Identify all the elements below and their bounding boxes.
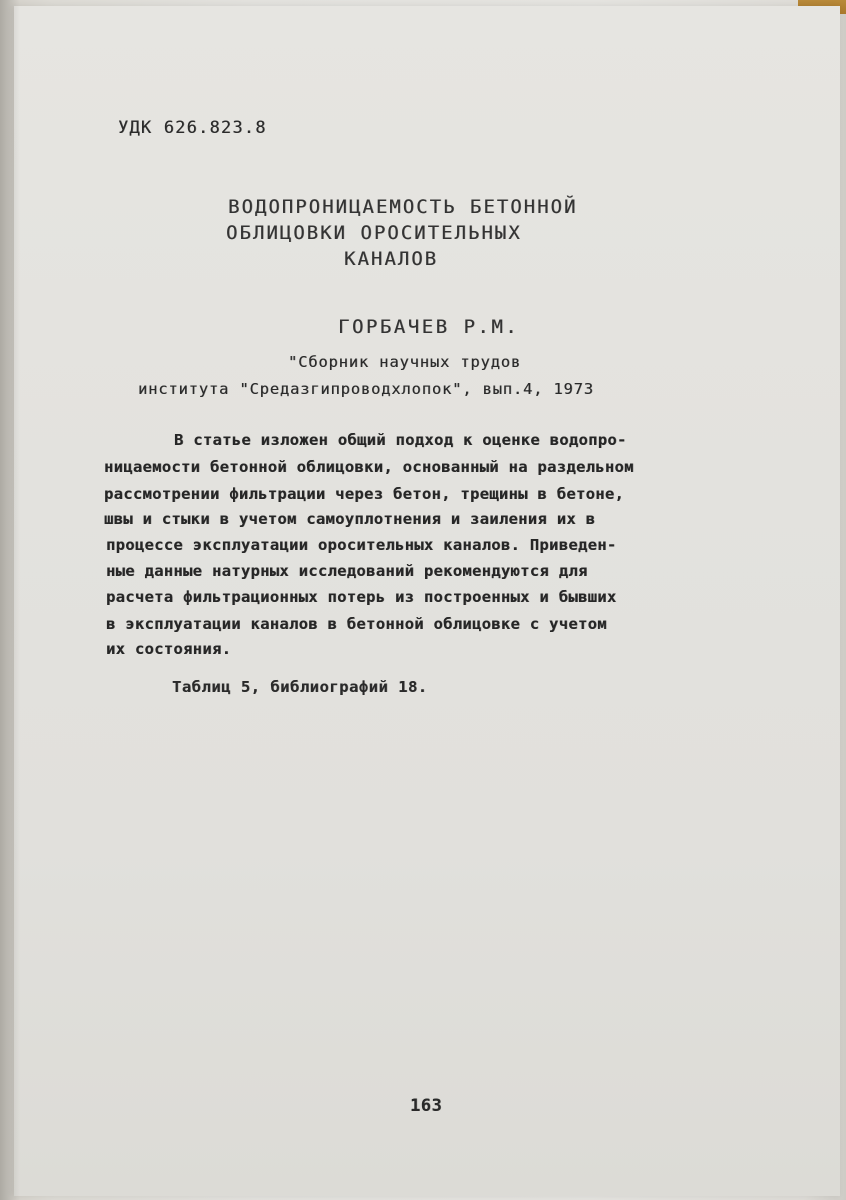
abstract-line: в эксплуатации каналов в бетонной облицовке с учетом [106, 615, 607, 633]
page-number: 163 [410, 1096, 443, 1116]
abstract-line: В статье изложен общий подход к оценке водопро- [174, 431, 627, 449]
author-name: ГОРБАЧЕВ Р.М. [338, 316, 520, 338]
udk-code: УДК 626.823.8 [118, 118, 267, 138]
source-line-1: "Сборник научных трудов [288, 353, 522, 371]
document-page [14, 6, 840, 1196]
abstract-line: швы и стыки в учетом самоуплотнения и заиления их в [104, 510, 596, 528]
abstract-line: расчета фильтрационных потерь из построенных и бывших [106, 588, 617, 606]
abstract-line: процессе эксплуатации оросительных каналов. Приведен- [106, 536, 617, 554]
source-line-2: института "Средазгипроводхлопок", вып.4, 1973 [138, 380, 594, 398]
page-edge-shadow [0, 0, 20, 1200]
title-line-2: ОБЛИЦОВКИ ОРОСИТЕЛЬНЫХ [226, 222, 522, 244]
abstract-line: их состояния. [106, 640, 232, 658]
abstract-line: ницаемости бетонной облицовки, основанный на раздельном [104, 458, 634, 476]
abstract-line: рассмотрении фильтрации через бетон, трещины в бетоне, [104, 485, 625, 503]
abstract-line: ные данные натурных исследований рекомендуются для [106, 562, 588, 580]
title-line-3: КАНАЛОВ [344, 248, 439, 270]
tables-note: Таблиц 5, библиографий 18. [172, 678, 428, 696]
title-line-1: ВОДОПРОНИЦАЕМОСТЬ БЕТОННОЙ [228, 196, 578, 218]
